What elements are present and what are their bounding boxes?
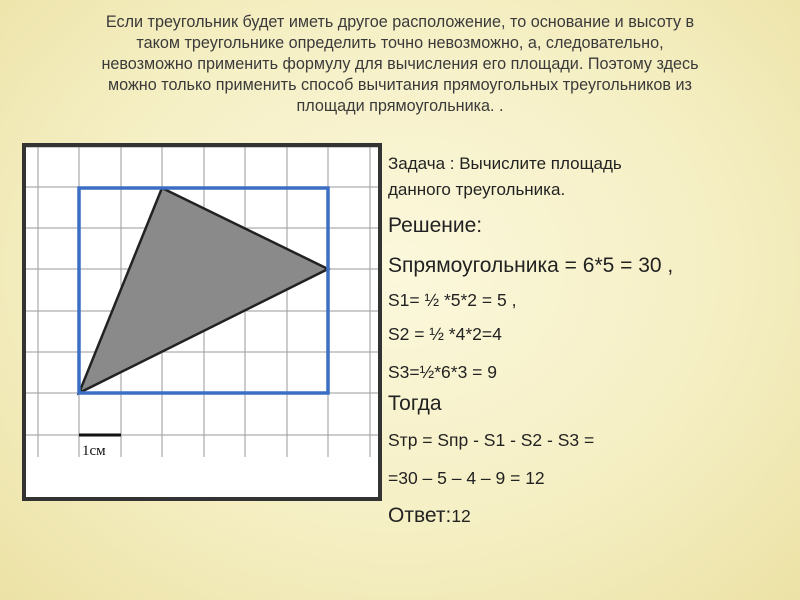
answer-value: 12 bbox=[451, 506, 471, 526]
calculation: =30 – 5 – 4 – 9 = 12 bbox=[388, 468, 545, 488]
triangle-formula: Sтр = Sпр - S1 - S2 - S3 = bbox=[388, 430, 595, 450]
grid-figure-svg bbox=[26, 147, 378, 497]
rectangle-area: Sпрямоугольника = 6*5 = 30 , bbox=[388, 254, 674, 277]
then-label: Тогда bbox=[388, 392, 442, 415]
intro-line: можно только применить способ вычитания прямоугольных треугольников из bbox=[108, 76, 692, 94]
answer bbox=[388, 504, 471, 528]
intro-paragraph bbox=[30, 12, 770, 117]
intro-line: Если треугольник будет иметь другое расположение, то основание и высоту в bbox=[105, 13, 695, 31]
intro-line: таком треугольнике определить точно невозможно, а, следовательно, bbox=[136, 34, 664, 52]
area-s3: S3=½*6*3 = 9 bbox=[388, 362, 497, 382]
area-s2: S2 = ½ *4*2=4 bbox=[388, 324, 502, 344]
intro-line: площади прямоугольника. . bbox=[296, 97, 504, 115]
task-line-2: данного треугольника. bbox=[388, 180, 566, 199]
intro-line: невозможно применить формулу для вычисления его площади. Поэтому здесь bbox=[101, 55, 699, 73]
answer-label: Ответ: bbox=[388, 504, 452, 527]
task-line-1: Задача : Вычислите площадь bbox=[388, 154, 622, 173]
scale-label: 1см bbox=[82, 443, 106, 459]
grid-figure bbox=[22, 143, 382, 501]
solution-heading: Решение: bbox=[388, 214, 483, 237]
area-s1: S1= ½ *5*2 = 5 , bbox=[388, 290, 517, 310]
